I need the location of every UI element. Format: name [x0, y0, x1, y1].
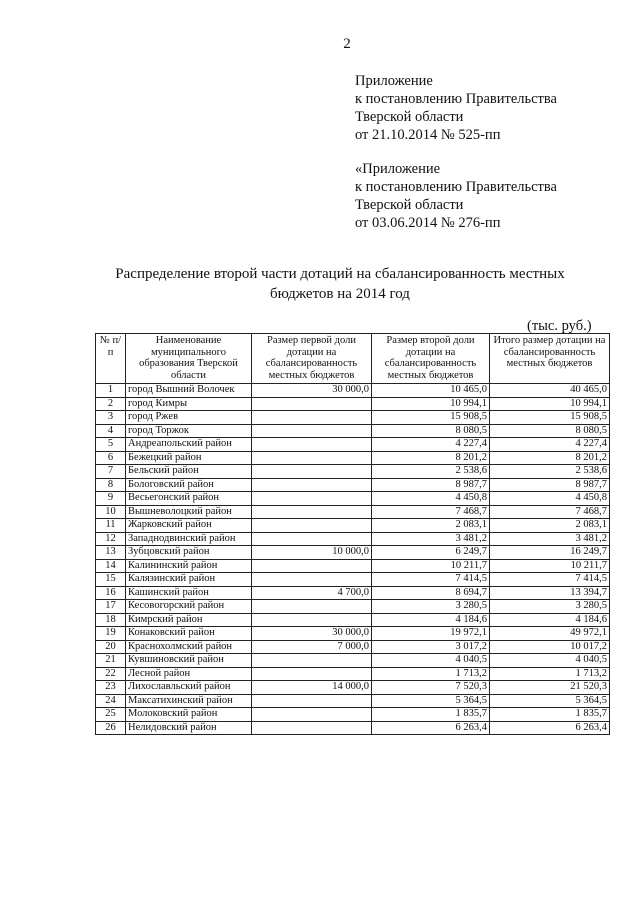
- appendix-current-line2: к постановлению Правительства: [355, 91, 557, 107]
- row-number: 3: [96, 411, 126, 425]
- table-row: [96, 586, 610, 600]
- row-number: 2: [96, 397, 126, 411]
- second-share-value: 19 972,1: [372, 627, 490, 641]
- appendix-current-line4: от 21.10.2014 № 525-пп: [355, 127, 501, 143]
- total-value: 4 184,6: [490, 613, 610, 627]
- row-number: 8: [96, 478, 126, 492]
- second-share-value: 6 263,4: [372, 721, 490, 735]
- table-body: [96, 384, 610, 735]
- table-row: [96, 532, 610, 546]
- appendix-previous-reference: [355, 160, 557, 232]
- appendix-previous-line1: «Приложение: [355, 161, 441, 177]
- second-share-value: 8 694,7: [372, 586, 490, 600]
- municipality-name: Лихославльский район: [126, 681, 252, 695]
- document-title-line1: Распределение второй части дотаций на сбалансированность местных: [115, 266, 565, 282]
- second-share-value: 2 538,6: [372, 465, 490, 479]
- municipality-name: Весьегонский район: [126, 492, 252, 506]
- table-row: [96, 627, 610, 641]
- row-number: 14: [96, 559, 126, 573]
- total-value: 13 394,7: [490, 586, 610, 600]
- total-value: 49 972,1: [490, 627, 610, 641]
- second-share-value: 7 520,3: [372, 681, 490, 695]
- first-share-value: [252, 654, 372, 668]
- second-share-value: 4 184,6: [372, 613, 490, 627]
- total-value: 8 201,2: [490, 451, 610, 465]
- row-number: 6: [96, 451, 126, 465]
- municipality-name: Бологовский район: [126, 478, 252, 492]
- municipality-name: Максатихинский район: [126, 694, 252, 708]
- total-value: 7 414,5: [490, 573, 610, 587]
- second-share-value: 3 017,2: [372, 640, 490, 654]
- municipality-name: город Торжок: [126, 424, 252, 438]
- first-share-value: [252, 613, 372, 627]
- table-row: [96, 478, 610, 492]
- municipality-name: Бежецкий район: [126, 451, 252, 465]
- table-row: [96, 492, 610, 506]
- row-number: 25: [96, 708, 126, 722]
- municipality-name: Зубцовский район: [126, 546, 252, 560]
- row-number: 11: [96, 519, 126, 533]
- municipality-name: Краснохолмский район: [126, 640, 252, 654]
- municipality-name: Кесовогорский район: [126, 600, 252, 614]
- row-number: 20: [96, 640, 126, 654]
- municipality-name: Калининский район: [126, 559, 252, 573]
- total-value: 40 465,0: [490, 384, 610, 398]
- appendix-current-line1: Приложение: [355, 73, 433, 89]
- first-share-value: [252, 424, 372, 438]
- first-share-value: [252, 708, 372, 722]
- municipality-name: город Вышний Волочек: [126, 384, 252, 398]
- municipality-name: город Кимры: [126, 397, 252, 411]
- total-value: 4 227,4: [490, 438, 610, 452]
- table-row: [96, 519, 610, 533]
- municipality-name: Кимрский район: [126, 613, 252, 627]
- total-value: 10 211,7: [490, 559, 610, 573]
- document-title: [100, 264, 580, 304]
- second-share-value: 1 835,7: [372, 708, 490, 722]
- second-share-value: 10 465,0: [372, 384, 490, 398]
- first-share-value: [252, 478, 372, 492]
- row-number: 10: [96, 505, 126, 519]
- appendix-previous-line3: Тверской области: [355, 197, 464, 213]
- municipality-name: Лесной район: [126, 667, 252, 681]
- table-row: [96, 411, 610, 425]
- first-share-value: 7 000,0: [252, 640, 372, 654]
- second-share-value: 6 249,7: [372, 546, 490, 560]
- document-title-line2: бюджетов на 2014 год: [270, 286, 410, 302]
- total-value: 21 520,3: [490, 681, 610, 695]
- first-share-value: [252, 465, 372, 479]
- first-share-value: [252, 532, 372, 546]
- total-value: 4 450,8: [490, 492, 610, 506]
- municipality-name: Жарковский район: [126, 519, 252, 533]
- appendix-current-line3: Тверской области: [355, 109, 464, 125]
- header-total: Итого размер дотации на сбалансированность местных бюджетов: [490, 334, 610, 384]
- table-row: [96, 654, 610, 668]
- municipality-name: Конаковский район: [126, 627, 252, 641]
- first-share-value: [252, 492, 372, 506]
- first-share-value: [252, 397, 372, 411]
- row-number: 19: [96, 627, 126, 641]
- total-value: 2 083,1: [490, 519, 610, 533]
- municipality-name: Бельский район: [126, 465, 252, 479]
- first-share-value: [252, 600, 372, 614]
- municipality-name: Калязинский район: [126, 573, 252, 587]
- row-number: 21: [96, 654, 126, 668]
- total-value: 1 835,7: [490, 708, 610, 722]
- first-share-value: [252, 559, 372, 573]
- page-number: 2: [343, 36, 351, 52]
- row-number: 22: [96, 667, 126, 681]
- row-number: 12: [96, 532, 126, 546]
- first-share-value: 14 000,0: [252, 681, 372, 695]
- first-share-value: [252, 505, 372, 519]
- units-label: (тыс. руб.): [527, 318, 592, 334]
- second-share-value: 8 987,7: [372, 478, 490, 492]
- second-share-value: 10 994,1: [372, 397, 490, 411]
- table-row: [96, 505, 610, 519]
- row-number: 23: [96, 681, 126, 695]
- second-share-value: 4 040,5: [372, 654, 490, 668]
- first-share-value: 30 000,0: [252, 384, 372, 398]
- header-second-share: Размер второй доли дотации на сбалансированность местных бюджетов: [372, 334, 490, 384]
- row-number: 1: [96, 384, 126, 398]
- table-row: [96, 721, 610, 735]
- row-number: 9: [96, 492, 126, 506]
- first-share-value: [252, 694, 372, 708]
- total-value: 2 538,6: [490, 465, 610, 479]
- row-number: 26: [96, 721, 126, 735]
- total-value: 7 468,7: [490, 505, 610, 519]
- table-row: [96, 681, 610, 695]
- second-share-value: 2 083,1: [372, 519, 490, 533]
- second-share-value: 3 280,5: [372, 600, 490, 614]
- total-value: 1 713,2: [490, 667, 610, 681]
- table-row: [96, 640, 610, 654]
- municipality-name: Кувшиновский район: [126, 654, 252, 668]
- municipality-name: Нелидовский район: [126, 721, 252, 735]
- second-share-value: 4 227,4: [372, 438, 490, 452]
- municipality-name: Вышневолоцкий район: [126, 505, 252, 519]
- second-share-value: 8 201,2: [372, 451, 490, 465]
- table-row: [96, 613, 610, 627]
- first-share-value: [252, 721, 372, 735]
- table-row: [96, 694, 610, 708]
- first-share-value: [252, 667, 372, 681]
- row-number: 4: [96, 424, 126, 438]
- total-value: 3 280,5: [490, 600, 610, 614]
- first-share-value: 30 000,0: [252, 627, 372, 641]
- first-share-value: 4 700,0: [252, 586, 372, 600]
- row-number: 16: [96, 586, 126, 600]
- appendix-previous-line2: к постановлению Правительства: [355, 179, 557, 195]
- appendix-previous-line4: от 03.06.2014 № 276-пп: [355, 215, 501, 231]
- second-share-value: 5 364,5: [372, 694, 490, 708]
- subsidy-distribution-table: [95, 333, 610, 735]
- first-share-value: [252, 451, 372, 465]
- municipality-name: Западнодвинский район: [126, 532, 252, 546]
- total-value: 8 080,5: [490, 424, 610, 438]
- table-row: [96, 573, 610, 587]
- row-number: 7: [96, 465, 126, 479]
- total-value: 16 249,7: [490, 546, 610, 560]
- second-share-value: 4 450,8: [372, 492, 490, 506]
- total-value: 3 481,2: [490, 532, 610, 546]
- table-row: [96, 384, 610, 398]
- first-share-value: [252, 438, 372, 452]
- row-number: 5: [96, 438, 126, 452]
- table-row: [96, 397, 610, 411]
- municipality-name: Кашинский район: [126, 586, 252, 600]
- appendix-current-reference: [355, 72, 557, 144]
- table-row: [96, 708, 610, 722]
- table-header-row: [96, 334, 610, 384]
- row-number: 24: [96, 694, 126, 708]
- table-row: [96, 465, 610, 479]
- total-value: 10 017,2: [490, 640, 610, 654]
- second-share-value: 15 908,5: [372, 411, 490, 425]
- total-value: 4 040,5: [490, 654, 610, 668]
- second-share-value: 8 080,5: [372, 424, 490, 438]
- second-share-value: 3 481,2: [372, 532, 490, 546]
- second-share-value: 7 414,5: [372, 573, 490, 587]
- table-row: [96, 667, 610, 681]
- first-share-value: 10 000,0: [252, 546, 372, 560]
- table-row: [96, 559, 610, 573]
- row-number: 15: [96, 573, 126, 587]
- header-first-share: Размер первой доли дотации на сбалансированность местных бюджетов: [252, 334, 372, 384]
- total-value: 15 908,5: [490, 411, 610, 425]
- table-row: [96, 546, 610, 560]
- second-share-value: 7 468,7: [372, 505, 490, 519]
- row-number: 18: [96, 613, 126, 627]
- second-share-value: 1 713,2: [372, 667, 490, 681]
- table-row: [96, 451, 610, 465]
- table-row: [96, 424, 610, 438]
- table-row: [96, 438, 610, 452]
- total-value: 6 263,4: [490, 721, 610, 735]
- first-share-value: [252, 519, 372, 533]
- header-municipality: Наименование муниципального образования Тверской области: [126, 334, 252, 384]
- row-number: 13: [96, 546, 126, 560]
- first-share-value: [252, 411, 372, 425]
- table-row: [96, 600, 610, 614]
- row-number: 17: [96, 600, 126, 614]
- first-share-value: [252, 573, 372, 587]
- municipality-name: Молоковский район: [126, 708, 252, 722]
- municipality-name: город Ржев: [126, 411, 252, 425]
- total-value: 5 364,5: [490, 694, 610, 708]
- municipality-name: Андреапольский район: [126, 438, 252, 452]
- total-value: 10 994,1: [490, 397, 610, 411]
- total-value: 8 987,7: [490, 478, 610, 492]
- header-number: № п/п: [96, 334, 126, 384]
- second-share-value: 10 211,7: [372, 559, 490, 573]
